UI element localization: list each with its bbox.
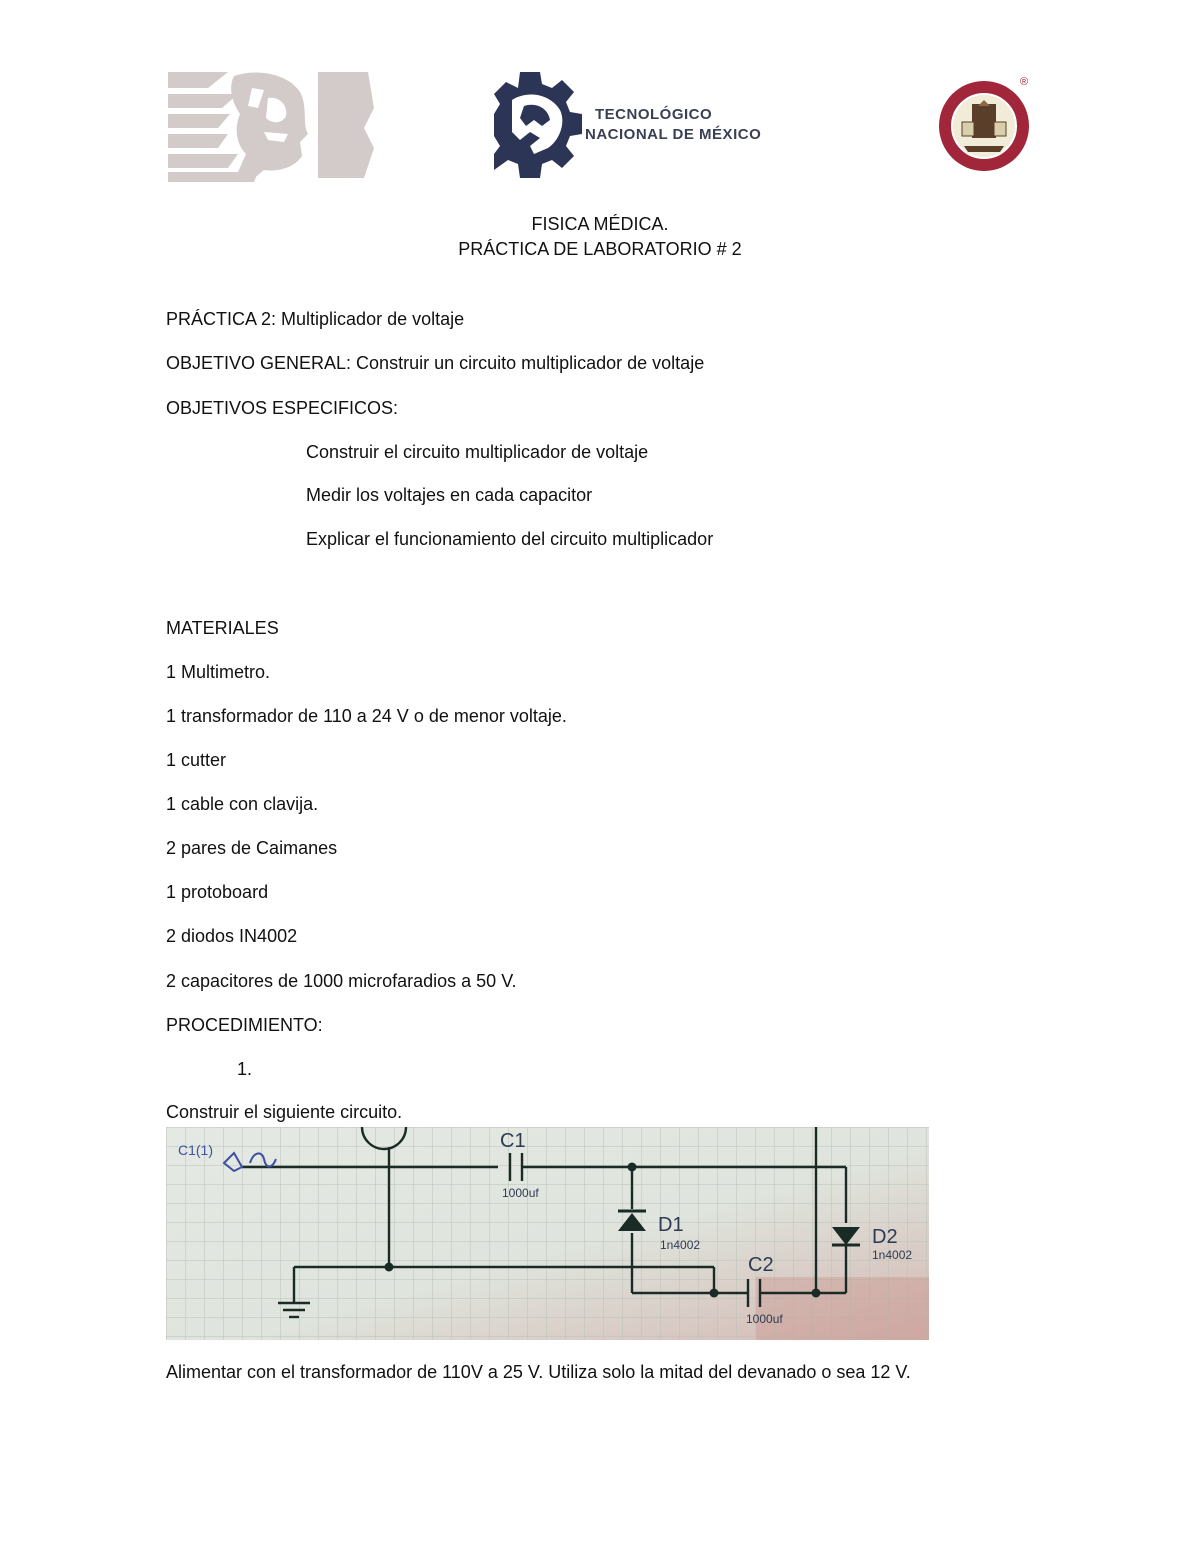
tecnm-gear-eagle-icon (490, 70, 582, 180)
instituto-tecnologico-merida-seal-icon (934, 76, 1038, 172)
procedure-after-text: Alimentar con el transformador de 110V a 25 V. Utiliza solo la mitad del devanado o sea 12 V. (166, 1362, 911, 1382)
specific-objective-item: Medir los voltajes en cada capacitor (306, 485, 593, 505)
center-logo-text-line2: NACIONAL DE MÉXICO (585, 126, 762, 143)
material-item: 2 diodos IN4002 (166, 926, 298, 946)
left-logo (168, 68, 376, 182)
circuit-diagram-photo (166, 1127, 929, 1340)
document-title-line2: PRÁCTICA DE LABORATORIO # 2 (458, 239, 742, 259)
specific-objective-item: Explicar el funcionamiento del circuito multiplicador (306, 529, 714, 549)
material-item: 2 capacitores de 1000 microfaradios a 50 V. (166, 971, 517, 991)
procedure-step-text: Construir el siguiente circuito. (166, 1102, 403, 1122)
circuit-c2-label: C2 (748, 1254, 774, 1276)
document-title-line1: FISICA MÉDICA. (531, 214, 669, 234)
practice-name: Multiplicador de voltaje (276, 309, 465, 329)
circuit-c1-label: C1 (500, 1130, 526, 1152)
right-logo-registered-mark: ® (1020, 76, 1029, 88)
specific-objectives-heading: OBJETIVOS ESPECIFICOS: (166, 398, 399, 418)
circuit-d2-value: 1n4002 (872, 1248, 913, 1262)
specific-objective-item: Construir el circuito multiplicador de voltaje (306, 442, 649, 462)
center-logo (490, 70, 762, 180)
general-objective-line (166, 352, 704, 374)
material-item: 1 cable con clavija. (166, 794, 319, 814)
circuit-d2-label: D2 (872, 1226, 898, 1248)
right-logo (934, 76, 1038, 172)
material-item: 1 cutter (166, 750, 227, 770)
general-objective-text: Construir un circuito multiplicador de voltaje (351, 353, 705, 373)
aztec-head-gear-watermark-icon (168, 68, 376, 182)
circuit-c2-value: 1000uf (746, 1312, 783, 1326)
procedure-step-number: 1. (237, 1059, 253, 1079)
material-item: 1 Multimetro. (166, 662, 271, 682)
practice-line (166, 308, 464, 330)
material-item: 1 protoboard (166, 882, 269, 902)
practice-label: PRÁCTICA 2: (166, 309, 277, 329)
materials-heading: MATERIALES (166, 618, 279, 638)
material-item: 2 pares de Caimanes (166, 838, 338, 858)
circuit-d1-label: D1 (658, 1214, 684, 1236)
procedure-heading: PROCEDIMIENTO: (166, 1015, 323, 1035)
center-logo-text-line1: TECNOLÓGICO (595, 106, 713, 123)
circuit-source-label: C1(1) (178, 1142, 214, 1158)
circuit-d1-value: 1n4002 (660, 1238, 701, 1252)
general-objective-label: OBJETIVO GENERAL: (166, 353, 352, 373)
material-item: 1 transformador de 110 a 24 V o de menor voltaje. (166, 706, 567, 726)
circuit-c1-value: 1000uf (502, 1186, 539, 1200)
